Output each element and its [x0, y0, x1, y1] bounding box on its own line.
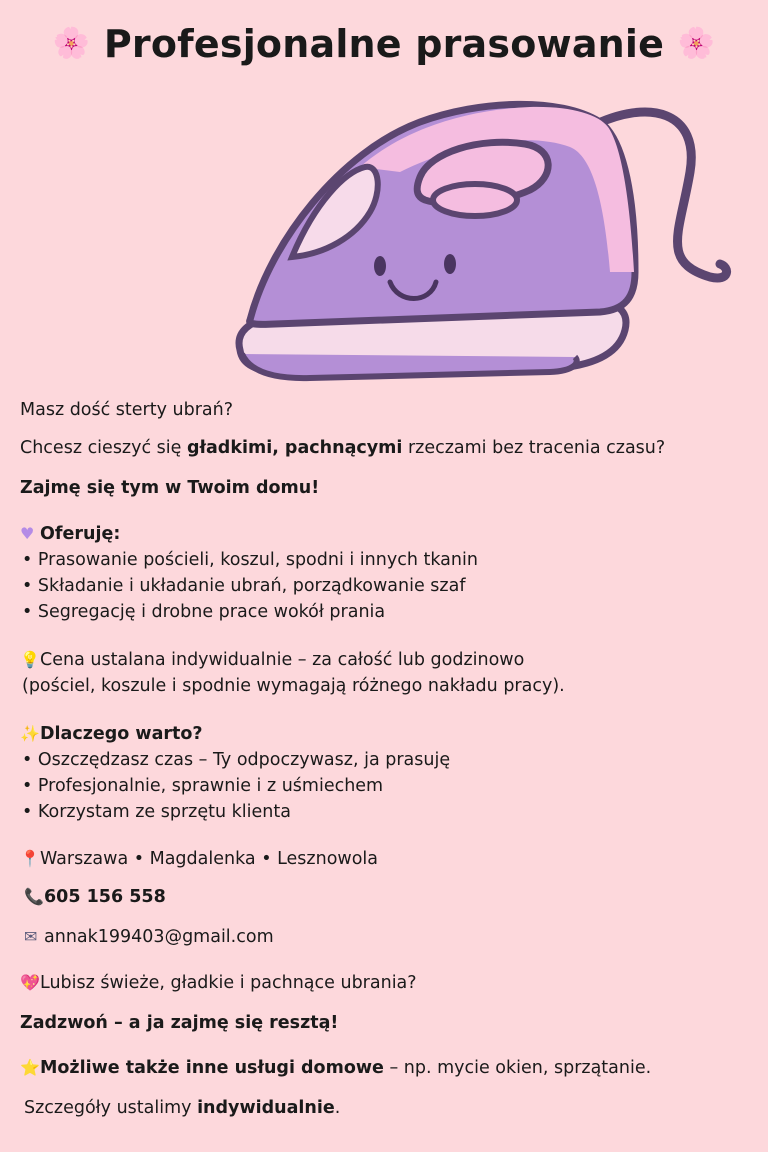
outro-line-4	[24, 1095, 340, 1121]
intro-line-2	[20, 435, 665, 461]
cherry-blossom-icon: 🌸	[677, 26, 716, 61]
price-line-2: (pościel, koszule i spodnie wymagają różnego nakładu pracy).	[22, 676, 565, 696]
cherry-blossom-icon: 🌸	[52, 26, 91, 61]
intro-text: rzeczami bez tracenia czasu?	[402, 438, 666, 458]
email-text[interactable]: annak199403@gmail.com	[44, 927, 274, 947]
outro-text: Lubisz świeże, gładkie i pachnące ubrania?	[40, 973, 417, 993]
price-line-1	[20, 647, 524, 673]
outro-line-3	[20, 1055, 651, 1081]
locations-text: Warszawa • Magdalenka • Lesznowola	[40, 849, 379, 869]
outro-bold: Możliwe także inne usługi domowe	[40, 1058, 384, 1078]
outro-text: .	[334, 1098, 341, 1118]
why-heading	[20, 721, 203, 747]
intro-line-3: Zajmę się tym w Twoim domu!	[20, 478, 320, 498]
list-item: • Składanie i układanie ubrań, porządkowanie szaf	[22, 576, 466, 596]
list-item: • Profesjonalnie, sprawnie i z uśmiechem	[22, 776, 384, 796]
offer-heading	[20, 521, 120, 547]
sparkles-icon: ✨	[20, 724, 40, 743]
page-title	[0, 22, 768, 66]
outro-text: – np. mycie okien, sprzątanie.	[383, 1058, 652, 1078]
price-text: Cena ustalana indywidualnie – za całość lub godzinowo	[40, 650, 525, 670]
outro-line-2: Zadzwoń – a ja zajmę się resztą!	[20, 1013, 339, 1033]
why-heading-text: Dlaczego warto?	[40, 724, 203, 744]
intro-bold: gładkimi, pachnącymi	[186, 438, 403, 458]
outro-text: Szczegóły ustalimy	[24, 1098, 198, 1118]
star-icon: ⭐	[20, 1058, 40, 1077]
phone-number[interactable]	[24, 884, 166, 910]
sparkling-heart-icon: 💖	[20, 973, 40, 992]
outro-bold: indywidualnie	[197, 1098, 335, 1118]
intro-line-1: Masz dość sterty ubrań?	[20, 400, 234, 420]
offer-heading-text: Oferuję:	[40, 524, 121, 544]
pin-icon: 📍	[20, 849, 40, 868]
phone-icon: 📞	[24, 887, 44, 906]
locations	[20, 846, 378, 872]
iron-illustration	[230, 92, 740, 387]
purple-heart-icon: ♥	[20, 524, 35, 543]
phone-text[interactable]: 605 156 558	[44, 887, 166, 907]
title-text: Profesjonalne prasowanie	[103, 22, 665, 66]
outro-line-1	[20, 970, 417, 996]
intro-text: Chcesz cieszyć się	[20, 438, 187, 458]
envelope-icon: ✉	[24, 927, 38, 946]
list-item: • Segregację i drobne prace wokół prania	[22, 602, 386, 622]
email-address[interactable]	[24, 924, 274, 950]
list-item: • Oszczędzasz czas – Ty odpoczywasz, ja prasuję	[22, 750, 451, 770]
light-bulb-icon: 💡	[20, 650, 40, 669]
list-item: • Prasowanie pościeli, koszul, spodni i innych tkanin	[22, 550, 478, 570]
list-item: • Korzystam ze sprzętu klienta	[22, 802, 291, 822]
